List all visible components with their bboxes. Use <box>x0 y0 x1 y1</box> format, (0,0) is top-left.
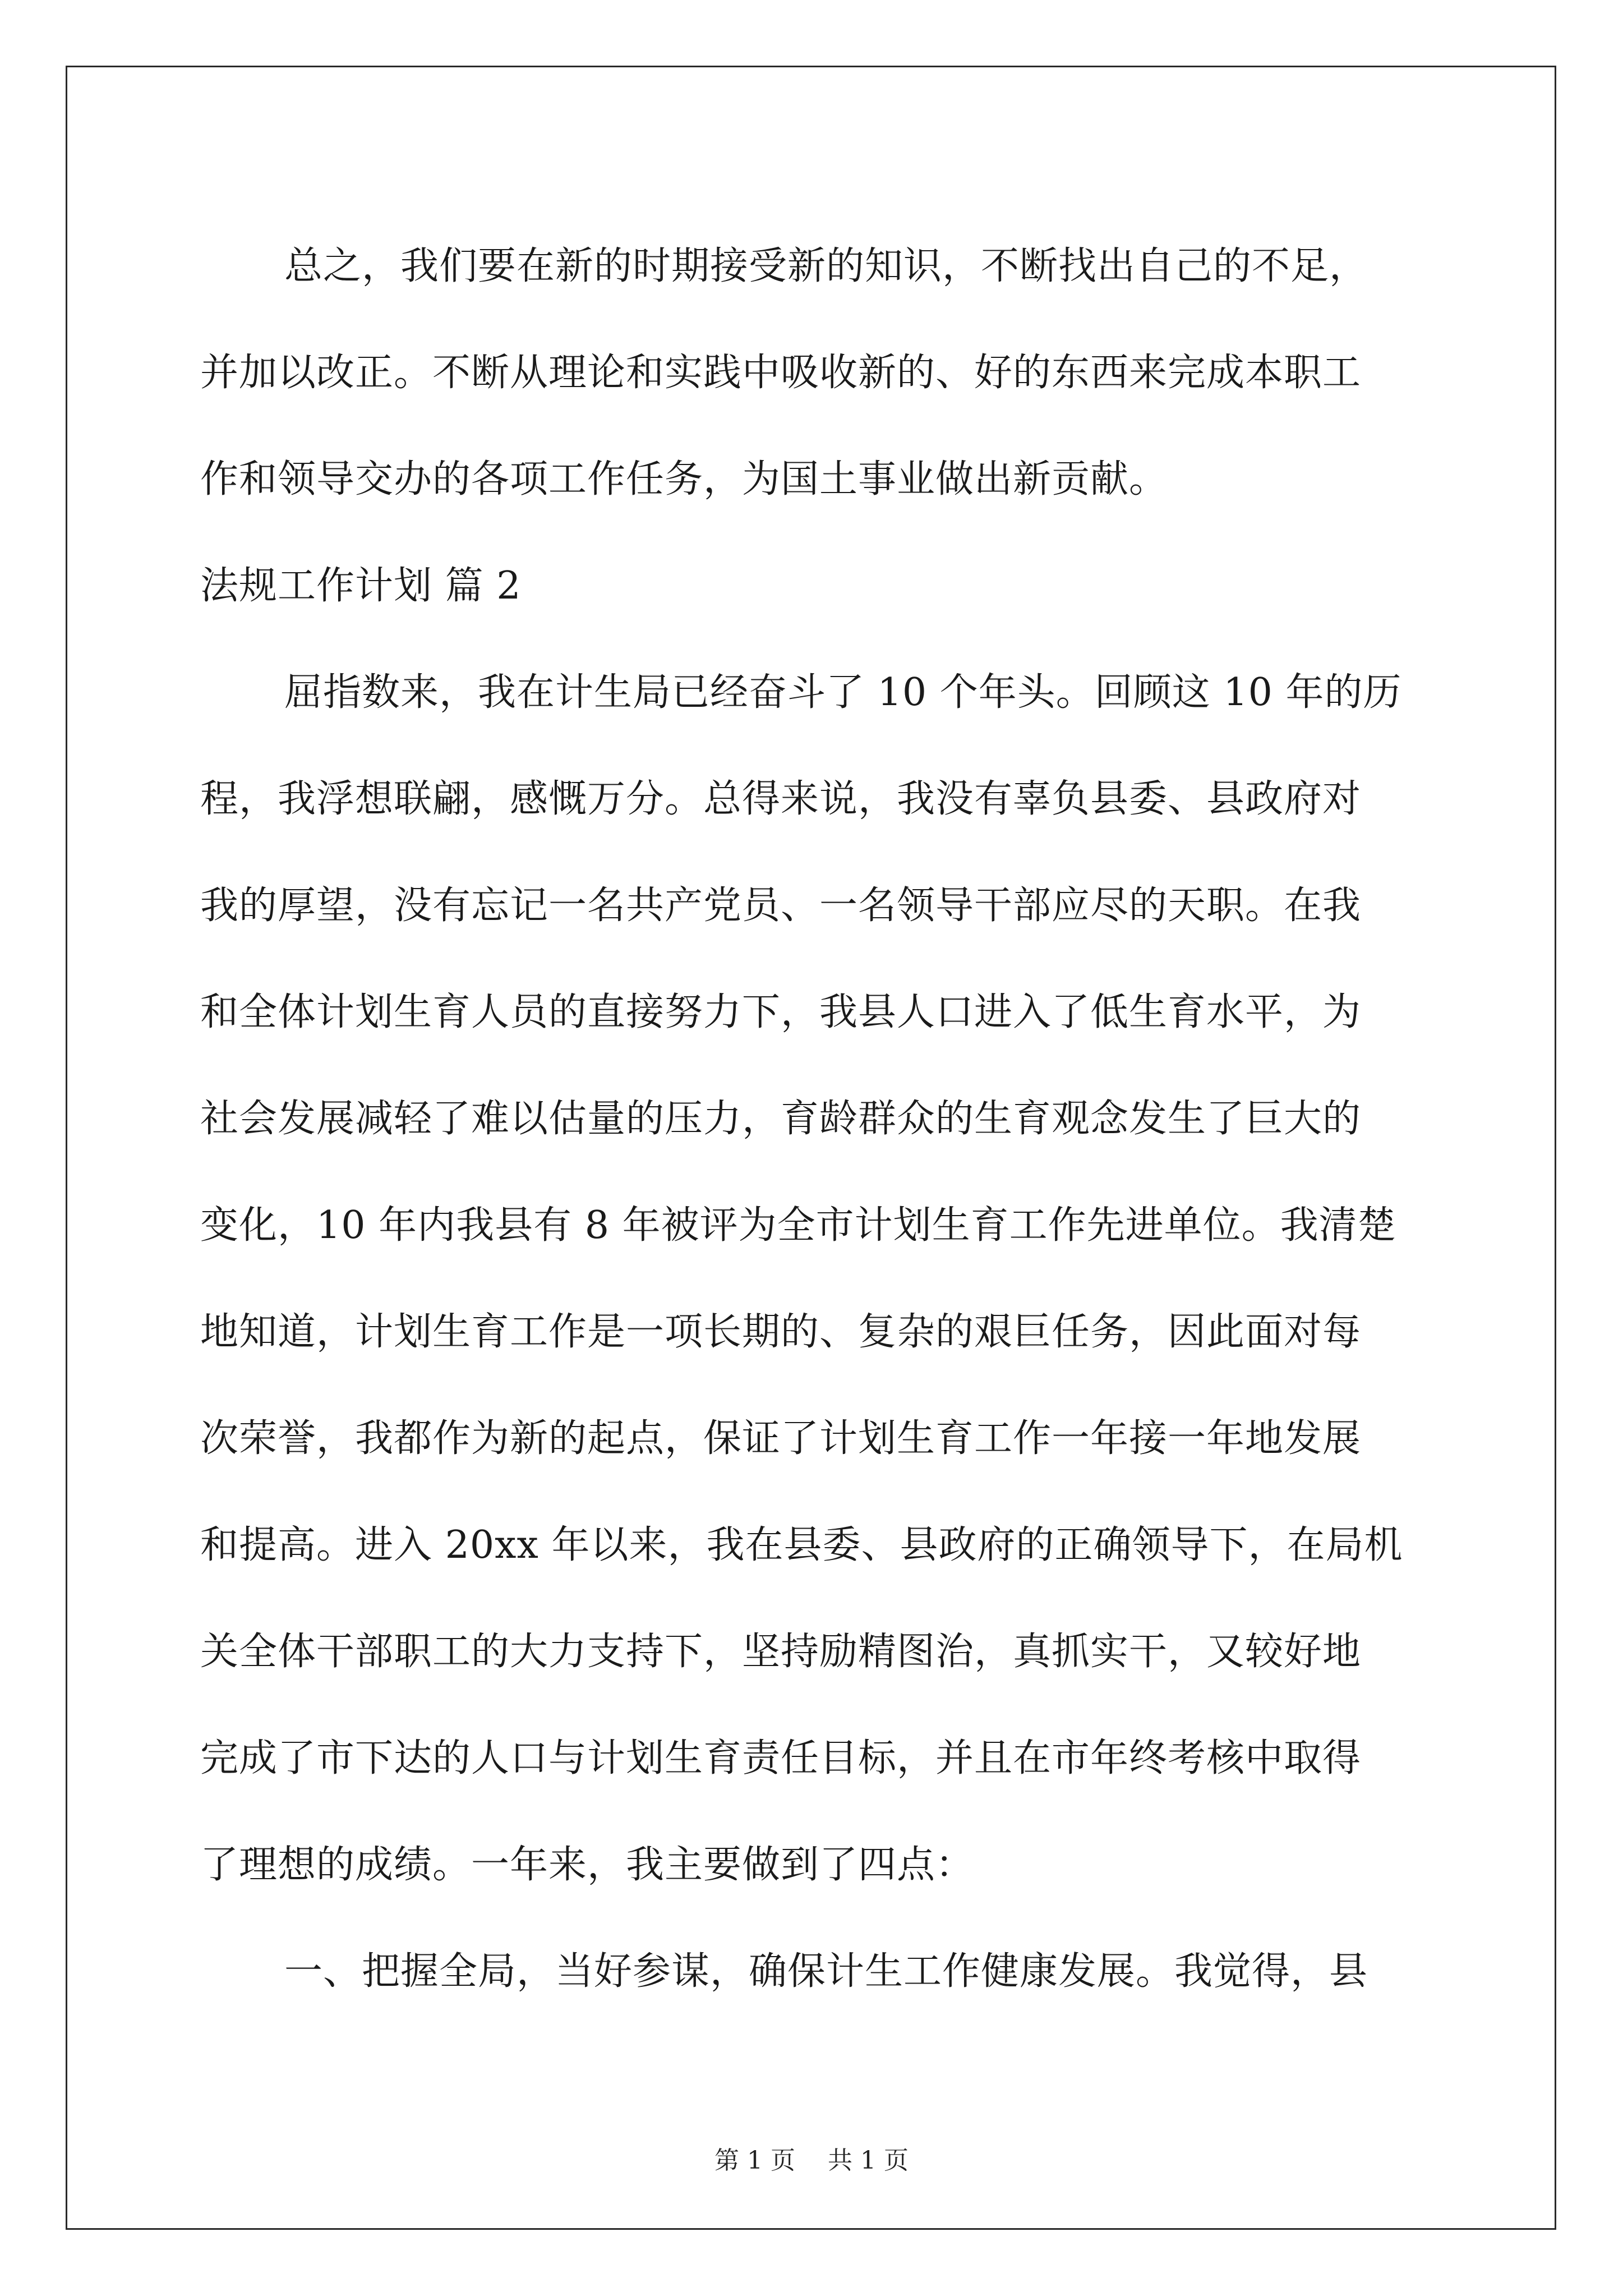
page-number-footer: 第 1 页 共 1 页 <box>714 2146 909 2175</box>
section-heading: 法规工作计划 篇 2 <box>200 564 522 608</box>
paragraph-line: 完成了市下达的人口与计划生育责任目标，并且在市年终考核中取得 <box>200 1736 1362 1780</box>
paragraph-line: 屈指数来，我在计生局已经奋斗了 10 个年头。回顾这 10 年的历 <box>284 670 1402 715</box>
paragraph-line: 地知道，计划生育工作是一项长期的、复杂的艰巨任务，因此面对每 <box>200 1310 1362 1354</box>
paragraph-line: 并加以改正。不断从理论和实践中吸收新的、好的东西来完成本职工 <box>200 351 1362 395</box>
paragraph-line: 和全体计划生育人员的直接努力下，我县人口进入了低生育水平，为 <box>200 990 1362 1034</box>
paragraph-line: 一、把握全局，当好参谋，确保计生工作健康发展。我觉得，县 <box>284 1949 1368 1994</box>
paragraph-line: 关全体干部职工的大力支持下，坚持励精图治，真抓实干，又较好地 <box>200 1630 1362 1674</box>
paragraph-line: 我的厚望，没有忘记一名共产党员、一名领导干部应尽的天职。在我 <box>200 884 1362 928</box>
paragraph-line: 总之，我们要在新的时期接受新的知识，不断找出自己的不足， <box>284 244 1368 288</box>
paragraph-line: 次荣誉，我都作为新的起点，保证了计划生育工作一年接一年地发展 <box>200 1416 1362 1461</box>
paragraph-line: 了理想的成绩。一年来，我主要做到了四点： <box>200 1843 975 1887</box>
paragraph-line: 程，我浮想联翩，感慨万分。总得来说，我没有辜负县委、县政府对 <box>200 777 1362 821</box>
paragraph-line: 社会发展减轻了难以估量的压力，育龄群众的生育观念发生了巨大的 <box>200 1097 1362 1141</box>
paragraph-line: 作和领导交办的各项工作任务，为国土事业做出新贡献。 <box>200 457 1168 501</box>
document-body <box>200 213 1423 2025</box>
paragraph-line: 和提高。进入 20xx 年以来，我在县委、县政府的正确领导下，在局机 <box>200 1523 1403 1567</box>
paragraph-line: 变化，10 年内我县有 8 年被评为全市计划生育工作先进单位。我清楚 <box>200 1203 1396 1248</box>
